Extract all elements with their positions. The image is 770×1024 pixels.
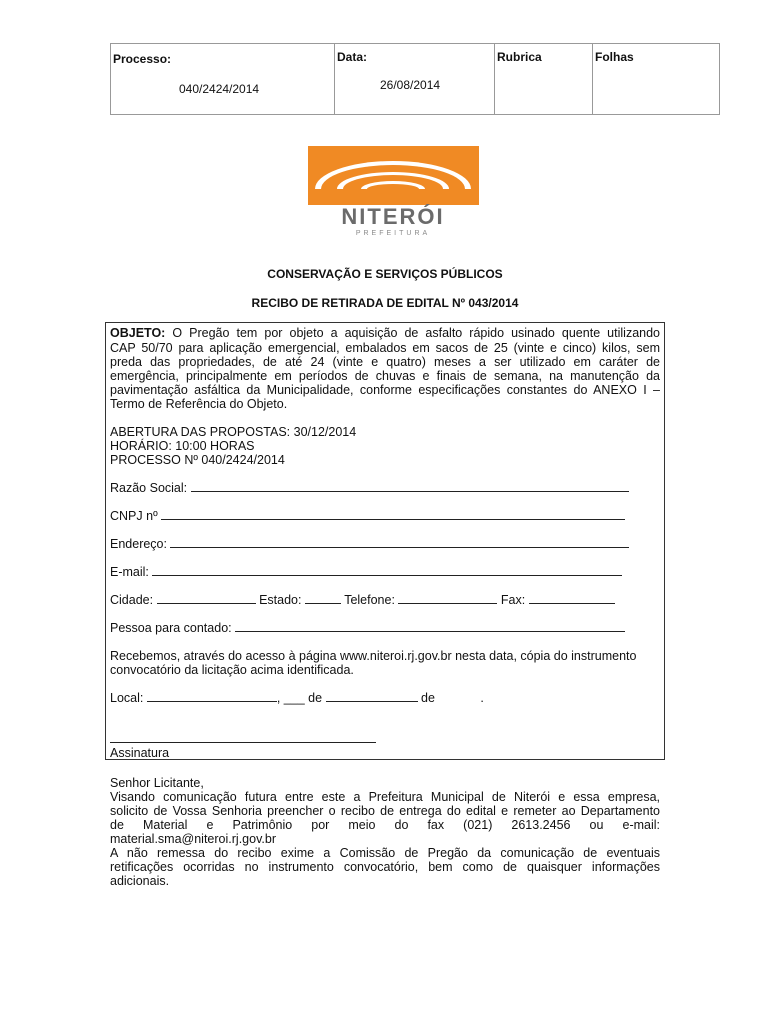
objeto-line-1: OBJETO: O Pregão tem por objeto a aquisição de asfalto rápido usinado quente utilizando: [110, 326, 660, 340]
abertura-line: ABERTURA DAS PROPOSTAS: 30/12/2014: [110, 425, 357, 439]
endereco-label: Endereço:: [110, 537, 167, 551]
pessoa-field[interactable]: [235, 621, 625, 632]
letter-line-5: A não remessa do recibo exime a Comissão de Pregão da comunicação de eventuais: [110, 846, 660, 860]
horario-line: HORÁRIO: 10:00 HORAS: [110, 439, 255, 453]
rubrica-label: Rubrica: [497, 50, 542, 64]
processo-cell: [111, 44, 335, 115]
objeto-line-2: CAP 50/70 para aplicação emergencial, embalados em sacos de 25 (vinte e cinco) kilos, sem: [110, 341, 660, 355]
endereco-row: [110, 537, 629, 551]
razao-social-label: Razão Social:: [110, 481, 188, 495]
recebemos-line-1: Recebemos, através do acesso à página www.niteroi.rj.gov.br nesta data, cópia do instrumento: [110, 649, 637, 663]
telefone-label: Telefone:: [344, 593, 395, 607]
letter-line-2: solicito de Vossa Senhoria preencher o recibo de entrega do edital e remeter ao Departamento: [110, 804, 660, 818]
letter-salutation: Senhor Licitante,: [110, 776, 204, 790]
processo-value: 040/2424/2014: [179, 82, 260, 96]
cnpj-row: [110, 509, 625, 523]
signature-line[interactable]: [110, 742, 376, 743]
cnpj-label: CNPJ nº: [110, 509, 158, 523]
estado-label: Estado:: [259, 593, 302, 607]
cnpj-field[interactable]: [161, 509, 625, 520]
logo-name: NITERÓI: [341, 204, 445, 229]
header-table: [110, 43, 720, 115]
estado-field[interactable]: [305, 593, 341, 604]
local-de1: , ___ de: [276, 691, 323, 705]
letter-line-3: de Material e Patrimônio por meio do fax (021) 2613.2456 ou e-mail:: [110, 818, 660, 832]
assinatura-label: Assinatura: [110, 746, 170, 760]
letter-line-4: material.sma@niteroi.rj.gov.br: [110, 832, 276, 846]
objeto-line-4: emergência, principalmente em períodos de chuvas e finais de semana, na manutenção da: [110, 369, 660, 383]
folhas-cell: [593, 44, 720, 115]
objeto-label: OBJETO:: [110, 326, 166, 340]
objeto-line-3: preda das propriedades, de até 24 (vinte e quatro) meses a ser utilizado em caráter de: [110, 355, 660, 369]
processo-line: PROCESSO Nº 040/2424/2014: [110, 453, 285, 467]
endereco-field[interactable]: [170, 537, 629, 548]
fax-field[interactable]: [529, 593, 615, 604]
objeto-line-5: pavimentação asfáltica da Municipalidade, conforme especificações constantes do ANEXO I –: [110, 383, 660, 397]
email-row: [110, 565, 622, 579]
logo-sub: PREFEITURA: [355, 230, 431, 237]
local-label: Local:: [110, 691, 144, 705]
folhas-label: Folhas: [595, 50, 634, 64]
pessoa-row: [110, 621, 625, 635]
data-value: 26/08/2014: [380, 78, 441, 92]
processo-label: Processo:: [113, 52, 172, 66]
local-dot: .: [480, 691, 484, 705]
local-row: [110, 691, 484, 705]
pessoa-label: Pessoa para contado:: [110, 621, 232, 635]
letter-line-1: Visando comunicação futura entre este a Prefeitura Municipal de Niterói e essa empresa,: [110, 790, 660, 804]
objeto-line-6: Termo de Referência do Objeto.: [110, 397, 288, 411]
letter-line-6: retificações ocorridas no instrumento convocatório, bem como de quaisquer informações: [110, 860, 660, 874]
cidade-label: Cidade:: [110, 593, 154, 607]
rubrica-cell: [495, 44, 593, 115]
recebemos-line-2: convocatório da licitação acima identificada.: [110, 663, 354, 677]
receipt-title: RECIBO DE RETIRADA DE EDITAL Nº 043/2014: [251, 296, 519, 310]
email-label: E-mail:: [110, 565, 149, 579]
fax-label: Fax:: [500, 593, 526, 607]
section-title: CONSERVAÇÃO E SERVIÇOS PÚBLICOS: [267, 267, 503, 281]
local-de2: de: [421, 691, 435, 705]
telefone-field[interactable]: [398, 593, 497, 604]
email-field[interactable]: [152, 565, 622, 576]
cidade-field[interactable]: [157, 593, 256, 604]
data-cell: [335, 44, 495, 115]
niteroi-logo: [305, 143, 482, 239]
letter-line-7: adicionais.: [110, 874, 170, 888]
data-label: Data:: [337, 50, 368, 64]
local-field[interactable]: [147, 691, 277, 702]
month-field[interactable]: [326, 691, 418, 702]
cidade-row: [110, 593, 615, 607]
razao-social-row: [110, 481, 629, 495]
razao-social-field[interactable]: [191, 481, 629, 492]
